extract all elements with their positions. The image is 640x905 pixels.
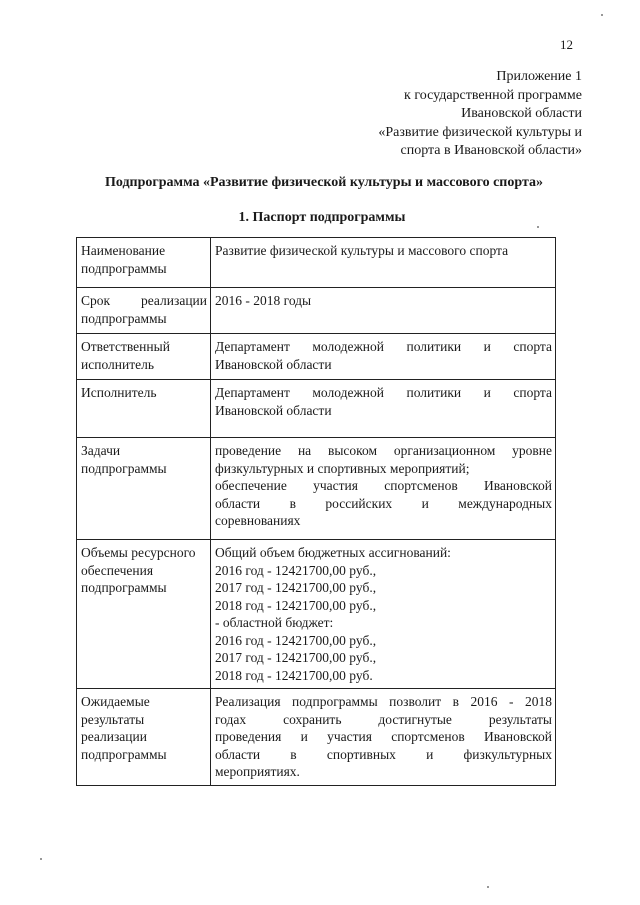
row-value-line: Общий объем бюджетных ассигнований: [215, 545, 451, 560]
row-value-line: 2017 год - 12421700,00 руб., [215, 580, 377, 595]
row-label-line: подпрограммы [81, 746, 167, 762]
scan-speck [601, 14, 603, 16]
scan-speck [40, 858, 42, 860]
table-row [77, 288, 556, 334]
row-label-line: Наименование [81, 243, 166, 258]
table-row [77, 540, 556, 689]
row-label-cell [77, 438, 211, 540]
row-label-line: Ожидаемые [81, 694, 150, 709]
row-label-line: подпрограммы [81, 260, 167, 276]
row-value-line: 2016 - 2018 годы [215, 293, 312, 308]
row-value-cell [211, 438, 556, 540]
table-row [77, 689, 556, 786]
row-value-cell [211, 334, 556, 380]
row-value-line: Департамент молодежной политики и спорта [215, 339, 552, 354]
row-label-line: Ответственный [81, 339, 170, 354]
row-label-line: исполнитель [81, 356, 154, 372]
appendix-line: спорта в Ивановской области» [400, 143, 582, 158]
row-value-line: Ивановской области [215, 402, 332, 418]
row-label-line: Задачи [81, 443, 121, 458]
appendix-header [378, 68, 582, 161]
row-value-line: Департамент молодежной политики и спорта [215, 385, 552, 400]
row-value-line: годах сохранить достигнутые результаты [215, 711, 552, 727]
row-label-line: обеспечения [81, 562, 154, 578]
scan-speck [537, 226, 539, 228]
row-label-cell [77, 380, 211, 438]
passport-table [76, 237, 556, 786]
row-value-line: соревнованиях [215, 513, 301, 528]
row-label-line: подпрограммы [81, 580, 167, 595]
row-value-line: Ивановской области [215, 356, 332, 372]
passport-title: 1. Паспорт подпрограммы [238, 210, 406, 225]
row-value-cell [211, 288, 556, 334]
row-label-line: Срок реализации [81, 293, 207, 308]
table-row [77, 334, 556, 380]
row-value-line: 2016 год - 12421700,00 руб., [215, 562, 377, 578]
row-value-cell [211, 540, 556, 689]
table-row [77, 438, 556, 540]
row-value-line: - областной бюджет: [215, 615, 334, 630]
appendix-line: Приложение 1 [496, 69, 582, 84]
row-value-line: области в российских и международных [215, 495, 552, 511]
row-value-cell [211, 380, 556, 438]
row-value-line: 2018 год - 12421700,00 руб., [215, 597, 377, 613]
row-label-line: Исполнитель [81, 385, 157, 400]
row-label-cell [77, 238, 211, 288]
row-label-line: подпрограммы [81, 460, 167, 476]
row-label-cell [77, 689, 211, 786]
row-value-line: проведения и участия спортсменов Ивановской [215, 729, 552, 744]
row-label-line: результаты [81, 711, 145, 727]
row-value-line: Развитие физической культуры и массового спорта [215, 243, 509, 258]
row-value-cell [211, 689, 556, 786]
row-label-line: Объемы ресурсного [81, 545, 196, 560]
row-value-line: 2016 год - 12421700,00 руб., [215, 632, 377, 648]
row-value-line: Реализация подпрограммы позволит в 2016 - 2018 [215, 694, 552, 709]
row-label-cell [77, 288, 211, 334]
table-row [77, 238, 556, 288]
row-label-line: подпрограммы [81, 310, 167, 326]
row-value-line: проведение на высоком организационном уровне [215, 443, 552, 458]
row-value-cell [211, 238, 556, 288]
row-value-line: 2018 год - 12421700,00 руб. [215, 667, 373, 683]
scan-speck [487, 886, 489, 888]
appendix-line: Ивановской области [461, 106, 582, 121]
row-value-line: мероприятиях. [215, 764, 300, 779]
row-label-cell [77, 334, 211, 380]
appendix-line: к государственной программе [404, 87, 582, 103]
appendix-line: «Развитие физической культуры и [378, 124, 582, 140]
table-row [77, 380, 556, 438]
row-value-line: 2017 год - 12421700,00 руб., [215, 650, 377, 665]
page-number: 12 [560, 37, 573, 52]
subprogram-title: Подпрограмма «Развитие физической культуры и массового спорта» [104, 175, 544, 190]
row-value-line: области в спортивных и физкультурных [215, 746, 552, 762]
row-label-line: реализации [81, 729, 147, 744]
row-value-line: обеспечение участия спортсменов Ивановской [215, 478, 552, 493]
row-label-cell [77, 540, 211, 689]
row-value-line: физкультурных и спортивных мероприятий; [215, 460, 470, 476]
